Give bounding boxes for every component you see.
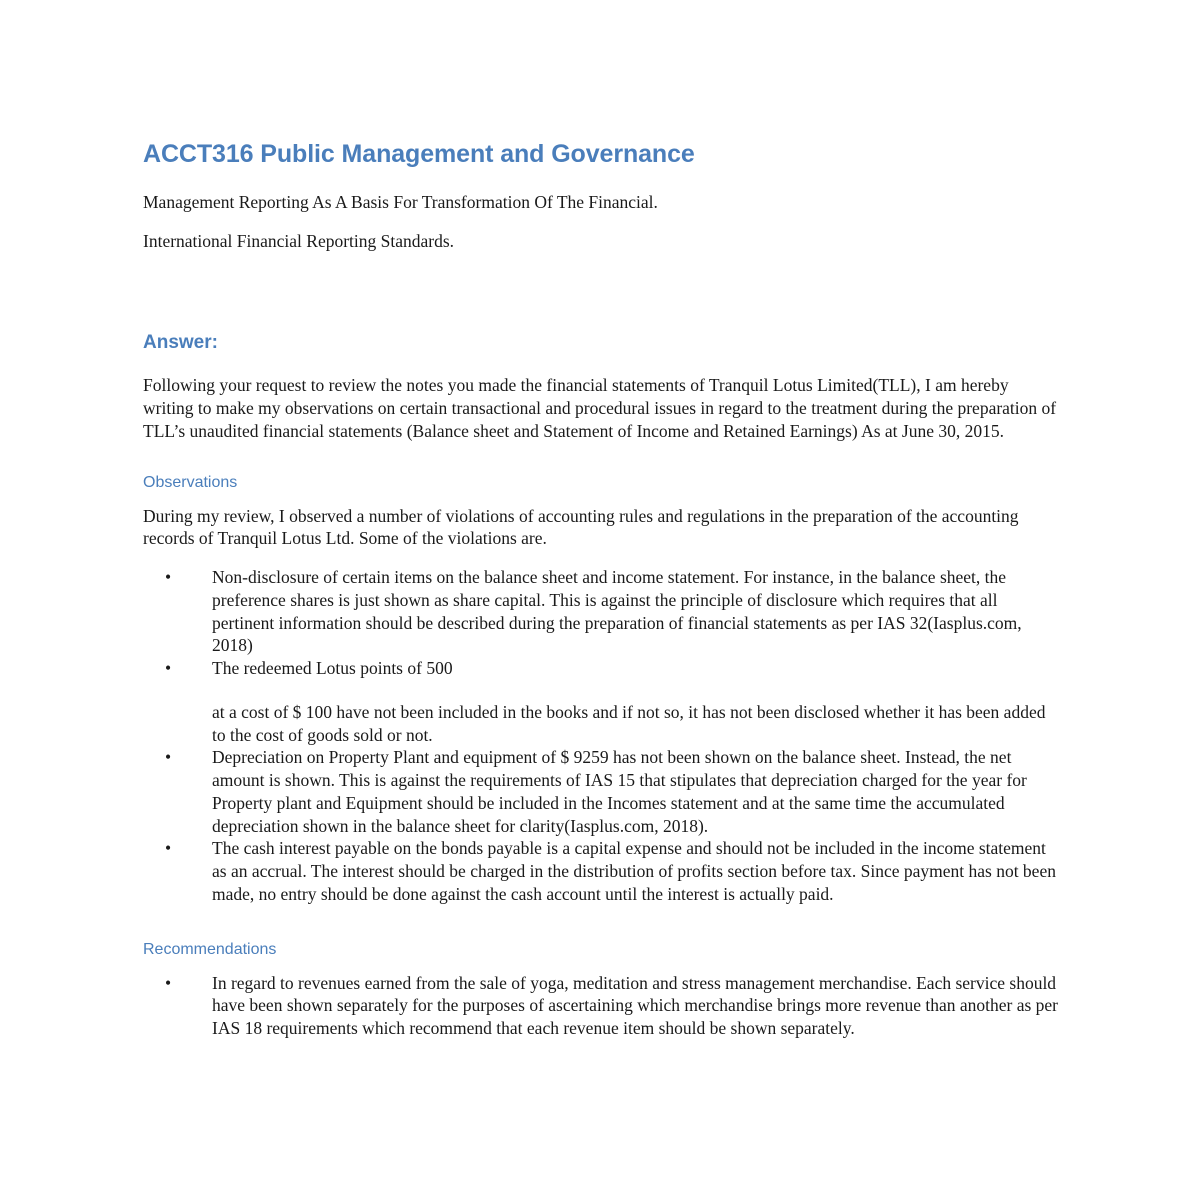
bullet-icon: • [165, 972, 172, 993]
observations-heading: Observations [143, 473, 238, 491]
list-item [143, 657, 1058, 746]
list-item-text: In regard to revenues earned from the sale of yoga, meditation and stress management merchandise. Each service should have been shown separately for the purposes of ascertaining which merchandise brings more revenue than another as per IAS 18 requirements which recommend that each revenue item should be shown separately. [212, 972, 1059, 1039]
paragraph-spacer [143, 459, 1058, 473]
bullet-icon: • [165, 567, 172, 588]
bullet-icon: • [165, 658, 172, 679]
list-item-continuation: at a cost of $ 100 have not been included in the books and if not so, it has not been disclosed whether it has been added to the cost of goods sold or not. [212, 701, 1046, 745]
section-spacer [143, 906, 1058, 940]
section-spacer [143, 270, 1058, 332]
observations-list [143, 566, 1058, 906]
page-title: ACCT316 Public Management and Governance [143, 140, 695, 168]
list-item-text: Depreciation on Property Plant and equipment of $ 9259 has not been shown on the balance sheet. Instead, the net amount is shown. This is against the requirements of IAS 15 that stipulates that depreciation charged for the year for Property plant and Equipment should be included in the Incomes statement and at the same time the accumulated depreciation shown in the balance sheet for clarity(Iasplus.com, 2018). [212, 747, 1027, 836]
observations-intro-paragraph: During my review, I observed a number of violations of accounting rules and regulations in the preparation of the accounting records of Tranquil Lotus Ltd. Some of the violations are. [143, 505, 1019, 549]
answer-heading: Answer: [143, 331, 218, 353]
list-item-text: The cash interest payable on the bonds payable is a capital expense and should not be included in the income statement as an accrual. The interest should be charged in the distribution of profits section before tax. Since payment has not been made, no entry should be done against the cash account until the interest is actually paid. [212, 838, 1056, 904]
subtitle-line-2: International Financial Reporting Standards. [143, 231, 455, 252]
list-item [143, 837, 1058, 905]
document-content [143, 140, 1058, 1040]
list-item [143, 746, 1058, 837]
bullet-icon: • [165, 838, 172, 859]
recommendations-heading: Recommendations [143, 940, 277, 958]
list-item-text: The redeemed Lotus points of 500 [212, 658, 453, 679]
bullet-icon: • [165, 747, 172, 768]
list-item-text: Non-disclosure of certain items on the balance sheet and income statement. For instance, in the balance sheet, the preference shares is just shown as share capital. This is against the principle of disclosure which requires that all pertinent information should be described during the preparation of financial statements as per IAS 32(Iasplus.com, 2018) [212, 567, 1022, 656]
list-item [143, 972, 1058, 1040]
list-item [143, 566, 1058, 657]
recommendations-list [143, 972, 1058, 1040]
subtitle-line-1: Management Reporting As A Basis For Transformation Of The Financial. [143, 191, 658, 212]
answer-intro-paragraph: Following your request to review the notes you made the financial statements of Tranquil Lotus Limited(TLL), I am hereby writing to make my observations on certain transactional and procedural issues in regard to the treatment during the preparation of TLL’s unaudited financial statements (Balance sheet and Statement of Income and Retained Earnings) As at June 30, 2015. [143, 375, 1057, 441]
